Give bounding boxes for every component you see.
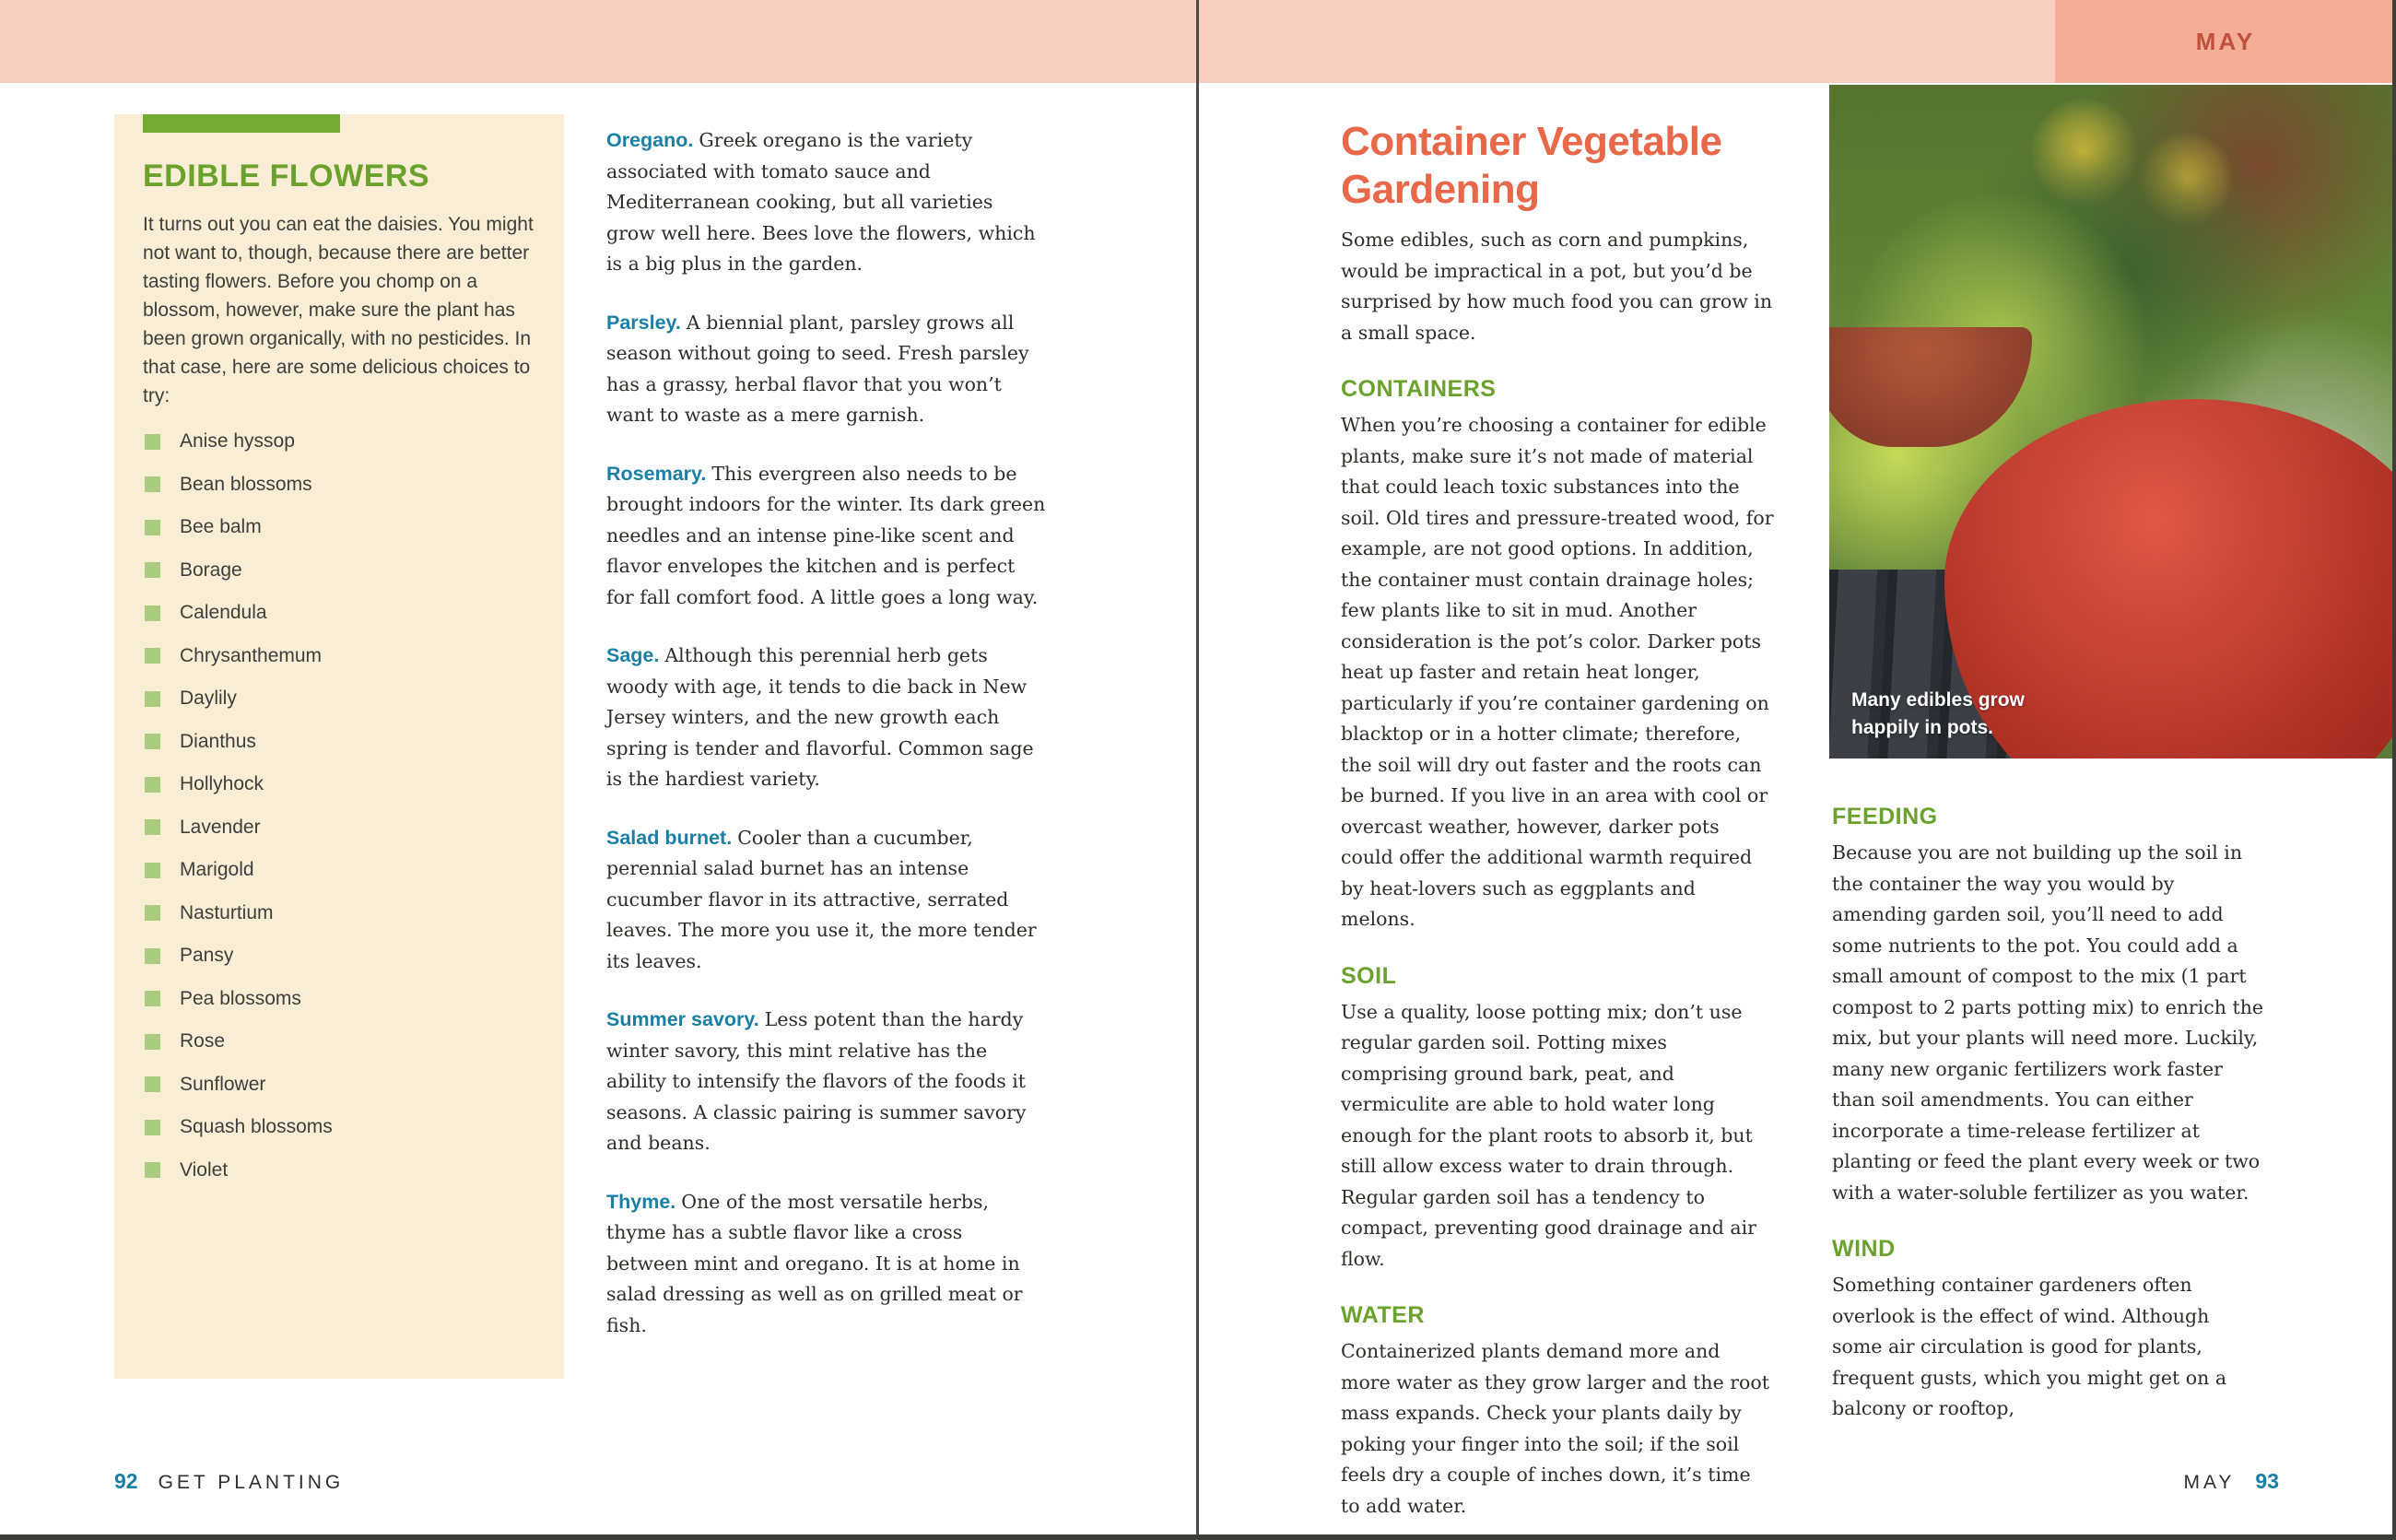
herb-text: Greek oregano is the variety associated with tomato sauce and Mediterranean cooking, but all varieties grow well here. Bees love the flowers, which is a big plus in the garden.: [606, 129, 1036, 275]
list-item: [145, 506, 333, 549]
bullet-square-icon: [145, 605, 160, 621]
bullet-square-icon: [145, 476, 160, 492]
bullet-square-icon: [145, 991, 160, 1006]
photo-caption: Many edibles grow happily in pots.: [1851, 689, 2025, 738]
footer-label: GET PLANTING: [158, 1472, 345, 1493]
section-text: Something container gardeners often overlook is the effect of wind. Although some air circulation is good for plants, frequent gusts, which you might get on a balcony or rooftop,: [1832, 1274, 2227, 1419]
list-item-label: Sunflower: [180, 1073, 266, 1095]
bullet-square-icon: [145, 562, 160, 578]
footer-label: MAY: [2183, 1472, 2236, 1493]
herb-text: One of the most versatile herbs, thyme has a subtle flavor like a cross between mint and oregano. It is at home in salad dressing as well as on grilled meat or fish.: [606, 1190, 1023, 1336]
section-text: When you’re choosing a container for edible plants, make sure it’s not made of material that could leach toxic substances into the soil. Old tires and pressure-treated wood, for example, are not good options. In addition, the container must contain drainage holes; few plants like to sit in mud. Another consideration is the pot’s color. Darker pots heat up faster and retain heat longer, particularly if you’re container gardening on blacktop or in a hotter climate; therefore, the soil will dry out faster and the roots can be burned. If you live in an area with cool or overcast weather, however, darker pots could offer the additional warmth required by heat-lovers such as eggplants and melons.: [1341, 414, 1774, 930]
bullet-square-icon: [145, 863, 160, 878]
right-column: [1832, 804, 2265, 1425]
herb-column: [606, 125, 1047, 1369]
page-edge-right: [2392, 0, 2396, 1540]
list-item-label: Nasturtium: [180, 901, 274, 923]
section-heading: SOIL: [1341, 962, 1397, 989]
herb-text: A biennial plant, parsley grows all season without going to seed. Fresh parsley has a grassy, herbal flavor that you won’t want to waste as a mere garnish.: [606, 311, 1029, 426]
list-item: [145, 1149, 333, 1193]
herb-name: Oregano.: [606, 129, 694, 151]
page-edge-bottom: [0, 1534, 2396, 1540]
article-column: [1341, 118, 1774, 1522]
page-number: 92: [114, 1469, 138, 1493]
list-item-label: Anise hyssop: [180, 430, 295, 453]
section-soil: [1341, 963, 1774, 1275]
footer-right: [2183, 1469, 2279, 1494]
section-water: [1341, 1302, 1774, 1522]
section-feeding: [1832, 804, 2265, 1208]
list-item: [145, 420, 333, 464]
section-heading: FEEDING: [1832, 804, 1938, 829]
list-item-label: Dianthus: [180, 730, 256, 752]
list-item-label: Chrysanthemum: [180, 644, 323, 666]
bullet-square-icon: [145, 434, 160, 450]
list-item: [145, 978, 333, 1021]
list-item: [145, 549, 333, 593]
page-number: 93: [2255, 1469, 2279, 1493]
bullet-square-icon: [145, 520, 160, 535]
list-item: [145, 464, 333, 507]
list-item: [145, 677, 333, 721]
bullet-square-icon: [145, 691, 160, 707]
herb-name: Rosemary.: [606, 462, 707, 485]
bullet-square-icon: [145, 819, 160, 835]
list-item-label: Hollyhock: [180, 773, 264, 795]
bullet-square-icon: [145, 648, 160, 664]
herb-paragraph: [606, 308, 1047, 431]
section-text: Because you are not building up the soil in the container the way you would by amending garden soil, you’ll need to add some nutrients to the pot. You could add a small amount of compost to the mix (1 part compost to 2 parts potting mix) to enrich the mix, but your plants will need more. Luckily, many new organic fertilizers work faster than soil amendments. You can either incorporate a time-release fertilizer at planting or feed the plant every week or two with a water-soluble fertilizer as you water.: [1832, 841, 2264, 1204]
page-gutter: [1196, 0, 1199, 1540]
list-item: [145, 592, 333, 635]
herb-paragraph: [606, 641, 1047, 795]
footer-left: [114, 1469, 344, 1494]
list-item: [145, 1064, 333, 1107]
herb-name: Parsley.: [606, 311, 681, 334]
list-item-label: Calendula: [180, 602, 267, 624]
herb-name: Thyme.: [606, 1190, 676, 1213]
list-item-label: Rose: [180, 1030, 226, 1052]
list-item-label: Squash blossoms: [180, 1116, 333, 1138]
list-item: [145, 935, 333, 978]
edible-flowers-sidebar: [114, 114, 564, 1379]
list-item-label: Lavender: [180, 816, 261, 838]
bullet-square-icon: [145, 777, 160, 793]
list-item-label: Violet: [180, 1158, 229, 1181]
herb-text: Cooler than a cucumber, perennial salad burnet has an intense cucumber flavor in its attractive, serrated leaves. The more you use it, the more tender its leaves.: [606, 826, 1037, 972]
herb-text: Less potent than the hardy winter savory, this mint relative has the ability to intensify the flavors of the foods it seasons. A classic pairing is summer savory and beans.: [606, 1008, 1027, 1154]
herb-paragraph: [606, 1187, 1047, 1342]
bullet-square-icon: [145, 1162, 160, 1178]
container-garden-photo: [1829, 85, 2396, 758]
list-item: [145, 806, 333, 850]
chapter-tab-label: MAY: [2195, 27, 2256, 55]
list-item: [145, 763, 333, 806]
bullet-square-icon: [145, 905, 160, 921]
section-containers: [1341, 376, 1774, 935]
terracotta-pot: [1829, 327, 2032, 447]
herb-paragraph: [606, 1005, 1047, 1159]
list-item-label: Borage: [180, 558, 242, 581]
herb-paragraph: [606, 459, 1047, 614]
list-item-label: Marigold: [180, 859, 254, 881]
sidebar-accent-bar: [143, 114, 340, 133]
herb-name: Salad burnet.: [606, 826, 733, 849]
article-intro: Some edibles, such as corn and pumpkins, would be impractical in a pot, but you’d be surprised by how much food you can grow in a small space.: [1341, 229, 1773, 344]
section-wind: [1832, 1236, 2265, 1425]
bullet-square-icon: [145, 1034, 160, 1050]
list-item: [145, 892, 333, 935]
list-item: [145, 1020, 333, 1064]
herb-text: This evergreen also needs to be brought indoors for the winter. Its dark green needles and an intense pine-like scent and flavor envelopes the kitchen and is perfect for fall comfort food. A little goes a long way.: [606, 462, 1046, 608]
sidebar-intro: It turns out you can eat the daisies. You might not want to, though, because there are better tasting flowers. Before you chomp on a blossom, however, make sure the plant has been grown organically, with no pesticides. In that case, here are some delicious choices to try:: [143, 214, 534, 406]
section-text: Use a quality, loose potting mix; don’t use regular garden soil. Potting mixes comprising ground bark, peat, and vermiculite are able to hold water long enough for the plant roots to absorb it, but still allow excess water to drain through. Regular garden soil has a tendency to compact, preventing good drainage and air flow.: [1341, 1000, 1756, 1270]
list-item: [145, 1106, 333, 1149]
edible-flowers-list: [145, 420, 333, 1192]
herb-paragraph: [606, 125, 1047, 280]
section-heading: WIND: [1832, 1236, 1896, 1262]
article-title: Container Vegetable Gardening: [1341, 119, 1722, 212]
herb-paragraph: [606, 823, 1047, 978]
list-item-label: Pea blossoms: [180, 987, 301, 1009]
list-item-label: Bee balm: [180, 516, 262, 538]
list-item-label: Daylily: [180, 688, 237, 710]
section-heading: CONTAINERS: [1341, 376, 1497, 402]
list-item: [145, 721, 333, 764]
list-item-label: Pansy: [180, 945, 234, 967]
list-item: [145, 849, 333, 892]
section-heading: WATER: [1341, 1302, 1425, 1328]
herb-text: Although this perennial herb gets woody with age, it tends to die back in New Jersey winters, and the new growth each spring is tender and flavorful. Common sage is the hardiest variety.: [606, 644, 1034, 790]
herb-name: Summer savory.: [606, 1008, 759, 1030]
bullet-square-icon: [145, 1076, 160, 1092]
herb-name: Sage.: [606, 644, 660, 666]
list-item: [145, 635, 333, 678]
bullet-square-icon: [145, 1120, 160, 1135]
section-text: Containerized plants demand more and more water as they grow larger and the root mass expands. Check your plants daily by poking your finger into the soil; if the soil feels dry a couple of inches down, it’s time to add water.: [1341, 1340, 1769, 1517]
chapter-tab: [2055, 0, 2396, 83]
bullet-square-icon: [145, 948, 160, 964]
sidebar-title: EDIBLE FLOWERS: [143, 159, 430, 194]
bullet-square-icon: [145, 734, 160, 749]
list-item-label: Bean blossoms: [180, 473, 312, 495]
